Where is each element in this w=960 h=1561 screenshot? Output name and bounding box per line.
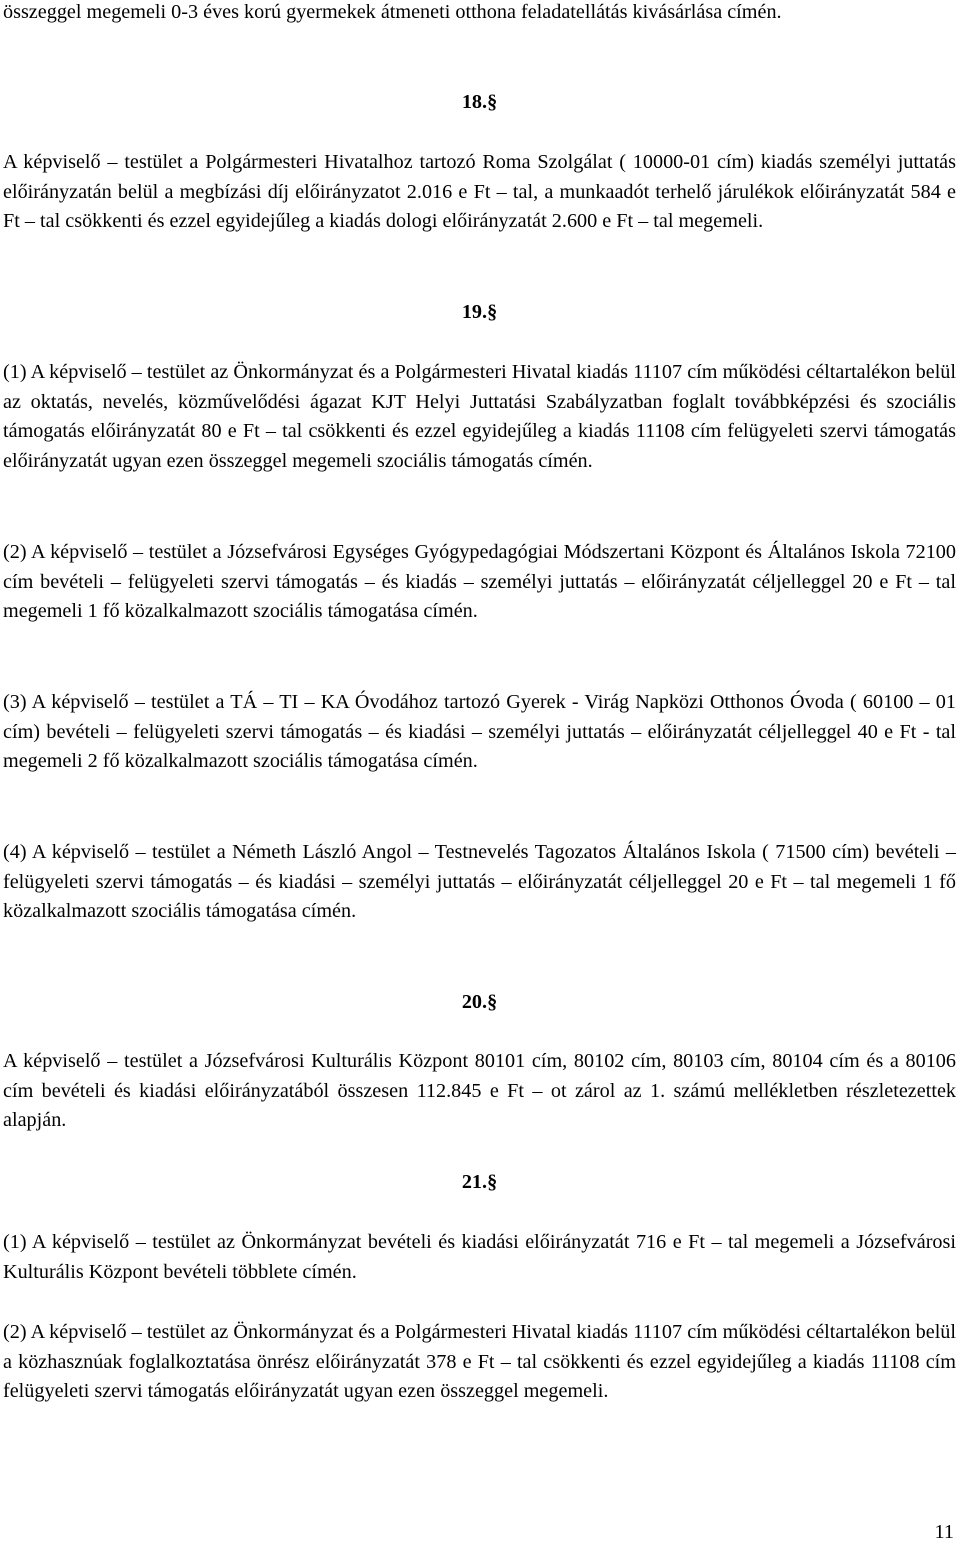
section-19-paragraph-2: (2) A képviselő – testület a Józsefvárosi Egységes Gyógypedagógiai Módszertani Központ és Általános Iskola 72100 cím bevételi – felügyeleti szervi támogatás – és kiadás – személyi juttatás – előirányzatát céljelleggel 20 e Ft – tal megemeli 1 fő közalkalmazott szociális támogatása címén. bbox=[3, 541, 956, 622]
section-20-paragraph: A képviselő – testület a Józsefvárosi Kulturális Központ 80101 cím, 80102 cím, 80103 cím, 80104 cím és a 80106 cím bevételi és kiadási előirányzatából összesen 112.845 e Ft – ot zárol az 1. számú mellékletben részletezettek alapján. bbox=[3, 1050, 956, 1131]
section-heading-19: 19.§ bbox=[461, 301, 498, 323]
section-heading-20: 20.§ bbox=[461, 991, 498, 1013]
section-heading-21: 21.§ bbox=[461, 1171, 498, 1193]
section-heading-18: 18.§ bbox=[461, 91, 498, 113]
section-19-paragraph-3: (3) A képviselő – testület a TÁ – TI – KA Óvodához tartozó Gyerek - Virág Napközi Otthonos Óvoda ( 60100 – 01 cím) bevételi – felügyeleti szervi támogatás – és kiadási – személyi juttatás – előirányzatát céljelleggel 40 e Ft - tal megemeli 2 fő közalkalmazott szociális támogatása címén. bbox=[3, 691, 956, 772]
section-19-paragraph-1: (1) A képviselő – testület az Önkormányzat és a Polgármesteri Hivatal kiadás 11107 cím működési céltartalékon belül az oktatás, nevelés, közművelődési ágazat KJT Helyi Juttatási Szabályzatban foglalt továbbképzési és szociális támogatás előirányzatát 80 e Ft – tal csökkenti és ezzel egyidejűleg a kiadás 11108 cím felügyeleti szervi támogatás előirányzatát ugyan ezen összeggel megemeli szociális támogatás címén. bbox=[3, 361, 956, 472]
page-number: 11 bbox=[934, 1521, 954, 1543]
intro-paragraph-tail: összeggel megemeli 0-3 éves korú gyermekek átmeneti otthona feladatellátás kivásárlása címén. bbox=[3, 1, 782, 23]
section-21-paragraph-1: (1) A képviselő – testület az Önkormányzat bevételi és kiadási előirányzatát 716 e Ft – tal megemeli a Józsefvárosi Kulturális Központ bevételi többlete címén. bbox=[3, 1231, 956, 1283]
section-19-paragraph-4: (4) A képviselő – testület a Németh László Angol – Testnevelés Tagozatos Általános Iskola ( 71500 cím) bevételi – felügyeleti szervi támogatás – és kiadási – személyi juttatás – előirányzatát céljelleggel 20 e Ft – tal megemeli 1 fő közalkalmazott szociális támogatása címén. bbox=[3, 841, 956, 922]
section-18-paragraph: A képviselő – testület a Polgármesteri Hivatalhoz tartozó Roma Szolgálat ( 10000-01 cím) kiadás személyi juttatás előirányzatán belül a megbízási díj előirányzatot 2.016 e Ft – tal, a munkaadót terhelő járulékok előirányzatát 584 e Ft – tal csökkenti és ezzel egyidejűleg a kiadás dologi előirányzatát 2.600 e Ft – tal megemeli. bbox=[3, 151, 956, 232]
section-21-paragraph-2: (2) A képviselő – testület az Önkormányzat és a Polgármesteri Hivatal kiadás 11107 cím működési céltartalékon belül a közhasznúak foglalkoztatása önrész előirányzatát 378 e Ft – tal csökkenti és ezzel egyidejűleg a kiadás 11108 cím felügyeleti szervi támogatás előirányzatát ugyan ezen összeggel megemeli. bbox=[3, 1321, 956, 1402]
